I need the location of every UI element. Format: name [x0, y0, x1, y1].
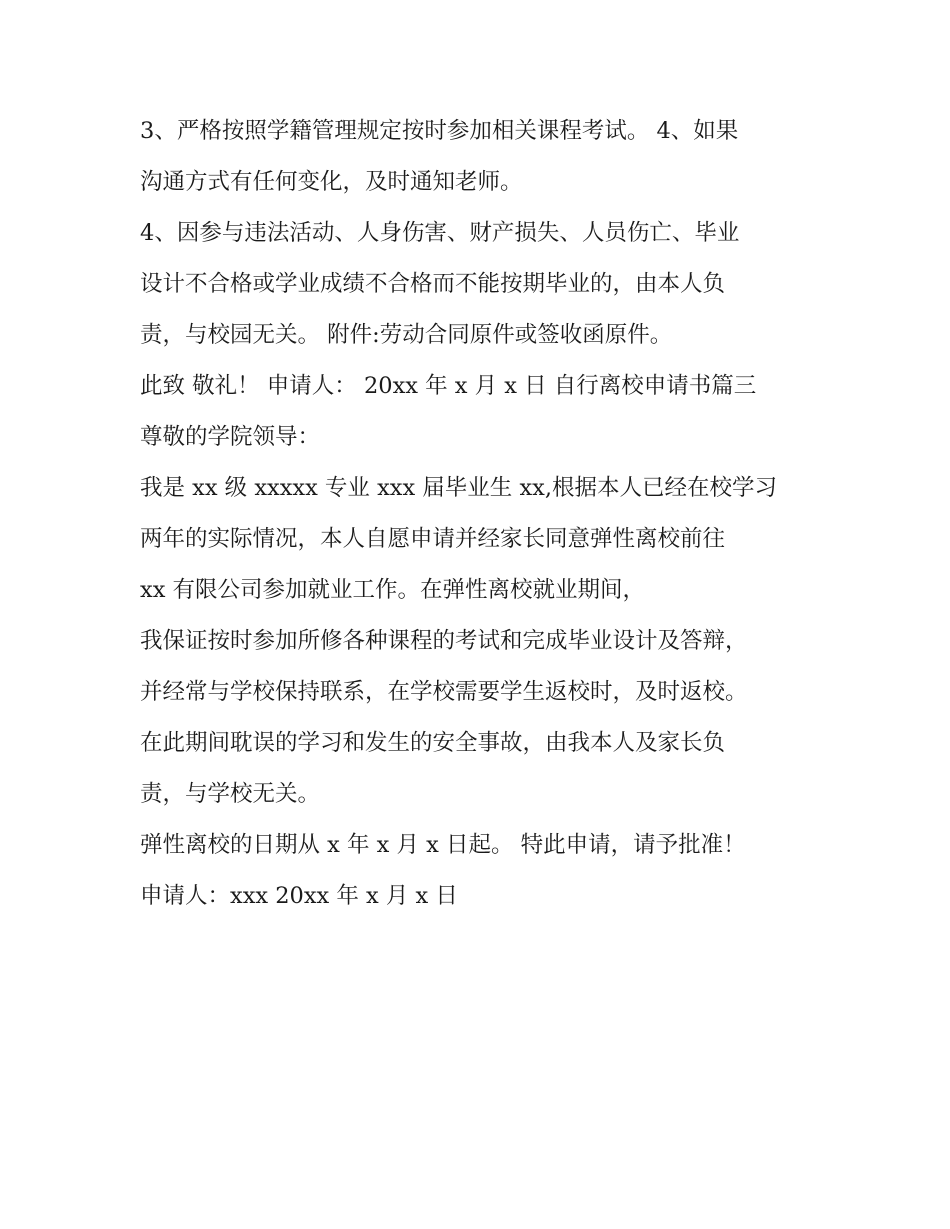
- text-line: 两年的实际情况，本人自愿申请并经家长同意弹性离校前往: [140, 526, 726, 552]
- text-line: 沟通方式有任何变化，及时通知老师。: [140, 169, 523, 195]
- text-line: 设计不合格或学业成绩不合格而不能按期毕业的，由本人负: [140, 271, 726, 297]
- text-line: 责，与学校无关。: [140, 781, 321, 807]
- text-line: 3、严格按照学籍管理规定按时参加相关课程考试。 4、如果: [140, 118, 739, 144]
- document-body: [140, 106, 840, 922]
- text-line: 并经常与学校保持联系，在学校需要学生返校时，及时返校。: [140, 679, 748, 705]
- signature-line: 申请人：xxx 20xx 年 x 月 x 日: [140, 883, 458, 909]
- text-line: 此致 敬礼！ 申请人： 20xx 年 x 月 x 日 自行离校申请书篇三: [140, 373, 757, 399]
- text-line: 我保证按时参加所修各种课程的考试和完成毕业设计及答辩，: [140, 628, 748, 654]
- text-line: 责，与校园无关。 附件:劳动合同原件或签收函原件。: [140, 322, 673, 348]
- text-line: 在此期间耽误的学习和发生的安全事故，由我本人及家长负: [140, 730, 726, 756]
- salutation: 尊敬的学院领导：: [140, 424, 321, 450]
- text-line: 4、因参与违法活动、人身伤害、财产损失、人员伤亡、毕业: [140, 220, 740, 246]
- text-line: 我是 xx 级 xxxxx 专业 xxx 届毕业生 xx,根据本人已经在校学习: [140, 475, 777, 501]
- text-line: xx 有限公司参加就业工作。在弹性离校就业期间，: [140, 577, 646, 603]
- text-line: 弹性离校的日期从 x 年 x 月 x 日起。 特此申请，请予批准！: [140, 832, 746, 858]
